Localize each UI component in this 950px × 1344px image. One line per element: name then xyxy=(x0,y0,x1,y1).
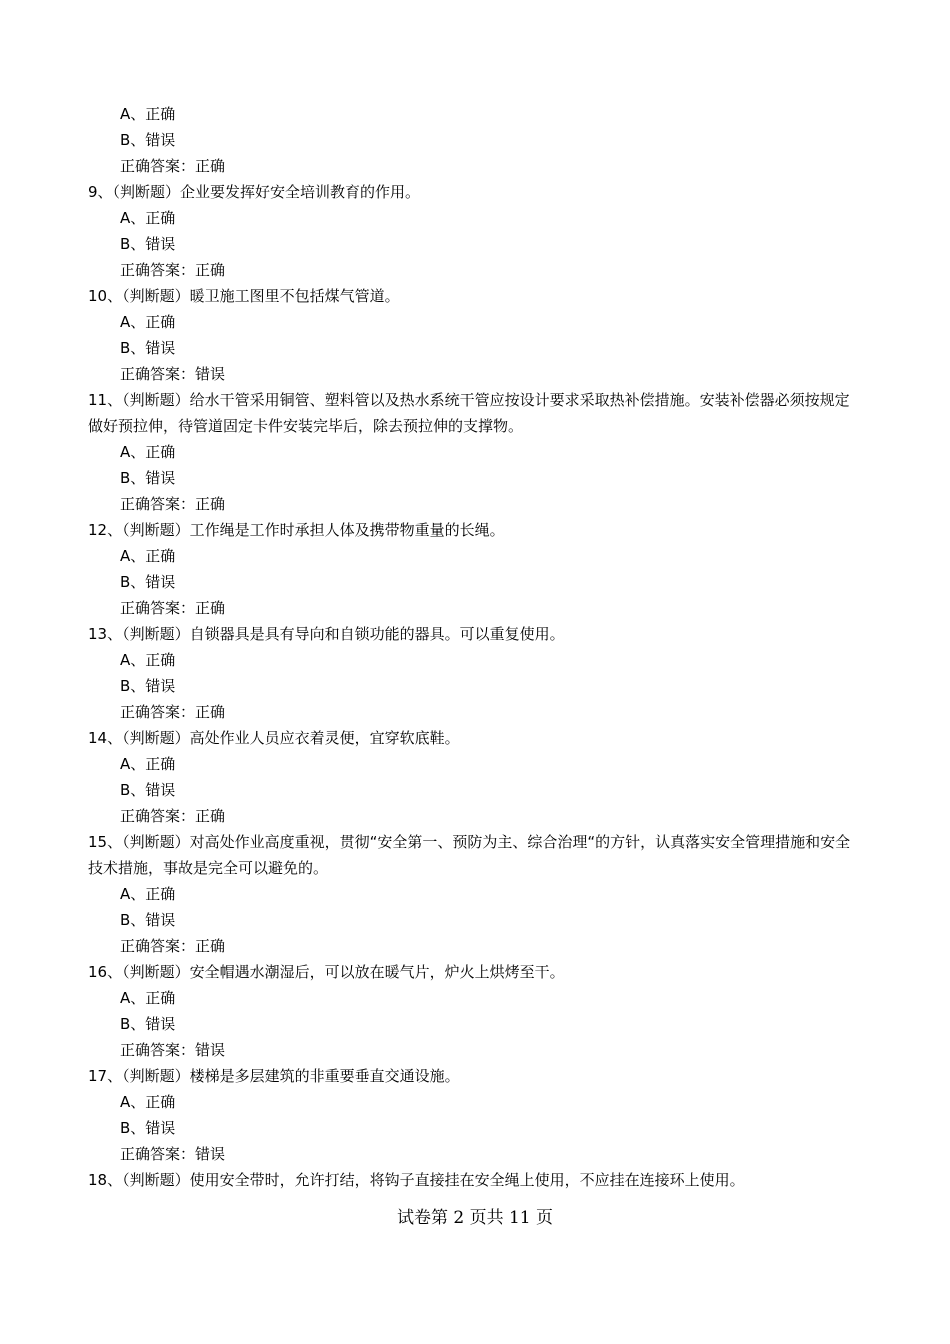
question-text: 16、（判断题）安全帽遇水潮湿后，可以放在暖气片，炉火上烘烤至干。 xyxy=(88,963,565,981)
question-text: 11、（判断题）给水干管采用铜管、塑料管以及热水系统干管应按设计要求采取热补偿措施。安装补偿器必须按规定做好预拉伸，待管道固定卡件安装完毕后，除去预拉伸的支撑物。 xyxy=(88,391,850,435)
option-b: B、错误 xyxy=(120,339,176,357)
option-b: B、错误 xyxy=(120,1119,176,1137)
question-13 xyxy=(88,621,863,725)
option-b: B、错误 xyxy=(120,235,176,253)
option-a: A、正确 xyxy=(120,105,176,123)
correct-answer: 正确答案：正确 xyxy=(120,937,226,955)
option-b: B、错误 xyxy=(120,1015,176,1033)
question-text: 9、（判断题）企业要发挥好安全培训教育的作用。 xyxy=(88,183,421,201)
page-footer: 试卷第 2 页共 11 页 xyxy=(396,1208,554,1228)
question-10 xyxy=(88,283,863,387)
question-text: 12、（判断题）工作绳是工作时承担人体及携带物重量的长绳。 xyxy=(88,521,505,539)
correct-answer: 正确答案：错误 xyxy=(120,1041,226,1059)
question-list xyxy=(88,101,863,1193)
question-11 xyxy=(88,387,863,517)
option-b: B、错误 xyxy=(120,469,176,487)
question-14 xyxy=(88,725,863,829)
option-a: A、正确 xyxy=(120,989,176,1007)
option-b: B、错误 xyxy=(120,131,176,149)
correct-answer: 正确答案：正确 xyxy=(120,495,226,513)
correct-answer: 正确答案：正确 xyxy=(120,157,226,175)
question-text: 18、（判断题）使用安全带时，允许打结，将钩子直接挂在安全绳上使用，不应挂在连接环上使用。 xyxy=(88,1171,745,1189)
correct-answer: 正确答案：错误 xyxy=(120,1145,226,1163)
question-text: 10、（判断题）暖卫施工图里不包括煤气管道。 xyxy=(88,287,400,305)
question-12 xyxy=(88,517,863,621)
question-text: 17、（判断题）楼梯是多层建筑的非重要垂直交通设施。 xyxy=(88,1067,460,1085)
correct-answer: 正确答案：正确 xyxy=(120,807,226,825)
question-16 xyxy=(88,959,863,1063)
option-a: A、正确 xyxy=(120,313,176,331)
option-a: A、正确 xyxy=(120,547,176,565)
option-b: B、错误 xyxy=(120,911,176,929)
option-a: A、正确 xyxy=(120,209,176,227)
question-15 xyxy=(88,829,863,959)
option-b: B、错误 xyxy=(120,573,176,591)
correct-answer: 正确答案：正确 xyxy=(120,599,226,617)
option-b: B、错误 xyxy=(120,781,176,799)
option-b: B、错误 xyxy=(120,677,176,695)
correct-answer: 正确答案：正确 xyxy=(120,703,226,721)
question-text: 13、（判断题）自锁器具是具有导向和自锁功能的器具。可以重复使用。 xyxy=(88,625,565,643)
option-a: A、正确 xyxy=(120,1093,176,1111)
correct-answer: 正确答案：错误 xyxy=(120,365,226,383)
question-text: 15、（判断题）对高处作业高度重视，贯彻“安全第一、预防为主、综合治理“的方针，认真落实安全管理措施和安全技术措施，事故是完全可以避免的。 xyxy=(88,833,851,877)
question-9 xyxy=(88,179,863,283)
option-a: A、正确 xyxy=(120,651,176,669)
question-18 xyxy=(88,1167,863,1193)
question-text: 14、（判断题）高处作业人员应衣着灵便，宜穿软底鞋。 xyxy=(88,729,460,747)
option-a: A、正确 xyxy=(120,443,176,461)
option-a: A、正确 xyxy=(120,885,176,903)
question-17 xyxy=(88,1063,863,1167)
correct-answer: 正确答案：正确 xyxy=(120,261,226,279)
option-a: A、正确 xyxy=(120,755,176,773)
